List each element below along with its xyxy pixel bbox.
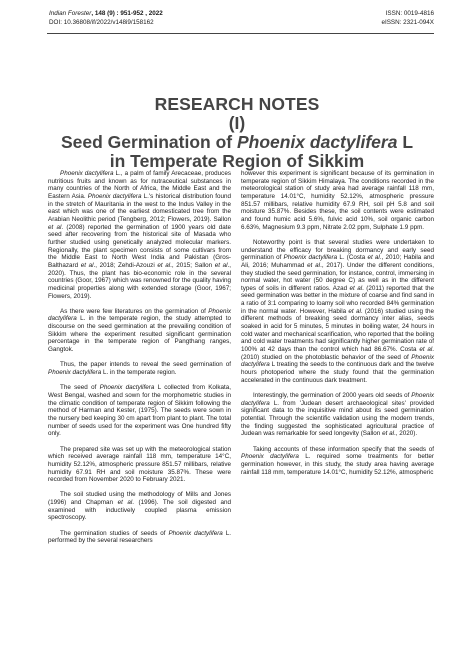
text-run: As there were few literatures on the germination of bbox=[60, 307, 209, 315]
paragraph bbox=[48, 491, 231, 522]
italic-text: Phoenix dactylifera bbox=[60, 170, 114, 177]
paragraph bbox=[241, 392, 434, 438]
text-run: ., 2020). bbox=[393, 430, 418, 438]
italic-text: Phoenix dactylifera bbox=[168, 529, 223, 537]
paragraph bbox=[48, 530, 231, 545]
paragraph bbox=[48, 308, 231, 354]
text-run: L. from 'Judean desert archaeological sites' provided significant data to the inquisitive mind about its seed germination potential. Through the scientific validation using the modern trends, the finding suggested the sophisticated agricultural practice of Judean was remarkable for seed longevity (Sallon bbox=[241, 399, 434, 438]
text-run: ., 2020). Thus, the plant has bio-economic role in the several countries (Goor, 1967) which was renowned for the quality having medicinal properties along with extended storage (Goor, 1967; Flowers, 2019). bbox=[48, 261, 232, 300]
text-run: Thus, the paper intends to reveal the seed germination of bbox=[60, 361, 231, 369]
left-column bbox=[48, 170, 231, 545]
paragraph bbox=[48, 384, 231, 438]
article-title-block bbox=[40, 94, 434, 171]
header-rule bbox=[47, 33, 434, 34]
issn: ISSN: 0019-4816 bbox=[385, 10, 434, 17]
text-run: L. in the temperate region, the study attempted to discourse on the seed germination at the prevailing condition of Sikkim where the experiment resulted significant germination percentage in the temperate region of Pangthang ranges, Gangtok. bbox=[48, 315, 231, 354]
paragraph bbox=[48, 446, 231, 484]
text-run: ., 2018; Zehdi-Azouzi bbox=[93, 261, 158, 269]
text-run: . (1996). The soil digested and examined with inductively coupled plasma emission spectroscopy. bbox=[48, 499, 232, 522]
journal-citation bbox=[49, 9, 163, 18]
italic-text: Phoenix dactylifera bbox=[48, 307, 231, 323]
text-run: . (2016) studied using the different methods of breaking seed dormancy inter alias, seeds soaked in acid for 5 minutes, 5 minutes in boiling water, 24 hours in cold water and mechanical scarification, who reported that the boiling and cold water treatments had significantly higher germination rate of 100% at 42 days than the control which had 86.67%. Costa bbox=[241, 307, 434, 354]
text-run: Noteworthy point is that several studies were undertaken to understand the efficacy for breaking dormancy and early seed germination of bbox=[241, 238, 434, 262]
text-run: however this experiment is significant because of its germination in temperate region of Sikkim Himalaya. The conditions recorded in the meteorological station of study area had average rainfall 118 mm, temperature 14.01°C, humidity 52.12%, atmospheric pressure 851.57 millibars, relative humidity 67.9 RH, soil pH 5.8 and soil moisture 35.87%. Besides these, the soil contents were estimated and found humic acid 5.6%, fulvic acid 10%, soil organic carbon 6.63%, Magnesium 9.3 ppm, Nitrate 2.02 ppm, Sulphate 1.9 ppm. bbox=[241, 170, 434, 231]
text-run: ., 2015; Sallon bbox=[170, 261, 215, 269]
right-column bbox=[241, 170, 434, 476]
italic-text: et al bbox=[419, 346, 433, 354]
paragraph bbox=[48, 361, 231, 376]
text-run: . (2008) reported the germination of 1900 years old date seed after recovering from the historical site of Masada who further studied using genetically analyzed molecular markers. Regionally, the plant specimen consists of some cultivars from the Middle East to North West India and Pakistan (Gros-Balthazard bbox=[48, 223, 231, 269]
journal-name: Indian Forester bbox=[49, 10, 92, 17]
eissn: eISSN: 2321-094X bbox=[381, 19, 434, 27]
italic-text: et al bbox=[367, 254, 380, 262]
text-run: ., 2017). Under the different conditions, they studied the seed germination, for instance, control, immersing in normal water, hot water (50 degree C) as well as in the different types of soils in different ratios. Azad bbox=[241, 261, 435, 292]
italic-text: et al bbox=[214, 261, 228, 269]
text-run: The germination studies of seeds of bbox=[60, 529, 169, 537]
note-number: (I) bbox=[228, 113, 246, 133]
species-name: Phoenix dactylifera bbox=[236, 132, 398, 152]
text-run: L. performed by the several researchers bbox=[48, 529, 231, 545]
text-run: L., a palm of family Arecaceae, produces nutritious fruits and known as for nutraceutical substances in many countries of the North of Africa, the Middle East and the Eastern Asia. bbox=[48, 170, 231, 200]
italic-text: Phoenix dactylifera bbox=[99, 384, 155, 392]
italic-text: et al bbox=[80, 261, 94, 269]
text-run: Interestingly, the germination of 2000 years old seeds of bbox=[253, 392, 412, 399]
italic-text: Phoenix dactylifera bbox=[241, 392, 434, 407]
text-run: L. in the temperate region. bbox=[101, 369, 177, 377]
italic-text: Phoenix dactylifera bbox=[241, 453, 299, 461]
italic-text: et al bbox=[157, 261, 171, 269]
text-run: L treating the seeds to the continuous dark and the twelve hours photoperiod where the study found that the germination accelerated in the continuous dark treatment. bbox=[241, 361, 434, 384]
article-title-line-1: Seed Germination of Phoenix dactylifera L bbox=[60, 132, 414, 152]
italic-text: et al bbox=[117, 499, 133, 507]
text-run: L. (Costa bbox=[337, 254, 368, 262]
text-run: L.'s historical distribution found in the stretch of Mauritania in the west to the Indus Valley in the east which was one of the earliest domesticated tree from the Arabian Neolithic period (Tengberg, 2012; Flowers, 2019). Sallon bbox=[48, 192, 231, 223]
italic-text: Phoenix dactylifera bbox=[241, 353, 434, 369]
text-run: L collected from Kolkata, West Bengal, washed and sown for the morphometric studies in the climatic condition of temperate region of Sikkim following the method of Harman and Kester, (1975). The seeds were sown in the nursery bed keeping 30 cm apart from plant to plant. The total number of seeds used for the experiment was One hundred fifty only. bbox=[48, 384, 231, 438]
text-run: The prepared site was set up with the meteorological station which received average rainfall 118 mm, temperature 14°C, humidity 52.12%, atmospheric pressure 851.57 millibars, relative humidity 67.91 RH and soil moisture 35.87%. These were recorded from November 2020 to February 2021. bbox=[48, 445, 231, 484]
paragraph bbox=[241, 446, 434, 477]
doi: DOI: 10.36808/if/2022/v148i9/158162 bbox=[49, 19, 154, 27]
volume-issue: , 148 (9) : 951-952 , 2022 bbox=[91, 10, 163, 17]
italic-text: et al bbox=[348, 307, 361, 315]
article-body bbox=[48, 170, 436, 640]
italic-text: et al bbox=[349, 284, 363, 292]
paragraph bbox=[241, 170, 434, 231]
issn-block bbox=[381, 9, 434, 28]
italic-text: et al bbox=[48, 223, 62, 231]
italic-text: Phoenix dactylifera bbox=[283, 254, 338, 262]
article-title-line-2: in Temperate Region of Sikkim bbox=[109, 151, 365, 171]
italic-text: Phoenix dactylifera bbox=[48, 369, 102, 377]
italic-text: et al bbox=[382, 430, 394, 438]
paragraph bbox=[241, 239, 434, 384]
text-run: ., 2010; Habila and Ali, 2016; Muhammad bbox=[241, 254, 434, 269]
citation-block bbox=[49, 9, 163, 28]
paragraph bbox=[48, 170, 231, 300]
text-run: . (2011) reported that the seed germination was better in the mixture of coarse and find sand in a ratio of 3:1 comparing to loamy soil who recorded 84% germination in the normal water. However, Habila bbox=[241, 284, 434, 315]
text-run: L. required some treatments for better germination however, in this study, the study area having average rainfall 118 mm, temperature 14.01°C, humidity 52.12%, atmospheric bbox=[241, 453, 434, 476]
text-run: The seed of bbox=[60, 384, 100, 392]
italic-text: et al bbox=[307, 261, 321, 269]
text-run: . (2010) studied on the photoblastic behavior of the seed of bbox=[241, 346, 434, 361]
text-run: The soil studied using the methodology of Mills and Jones (1996) and Chapman bbox=[48, 491, 231, 507]
italic-text: Phoenix dactylifera bbox=[87, 192, 142, 200]
text-run: Taking accounts of these information specify that the seeds of bbox=[253, 445, 434, 453]
section-label: RESEARCH NOTES bbox=[154, 94, 320, 114]
